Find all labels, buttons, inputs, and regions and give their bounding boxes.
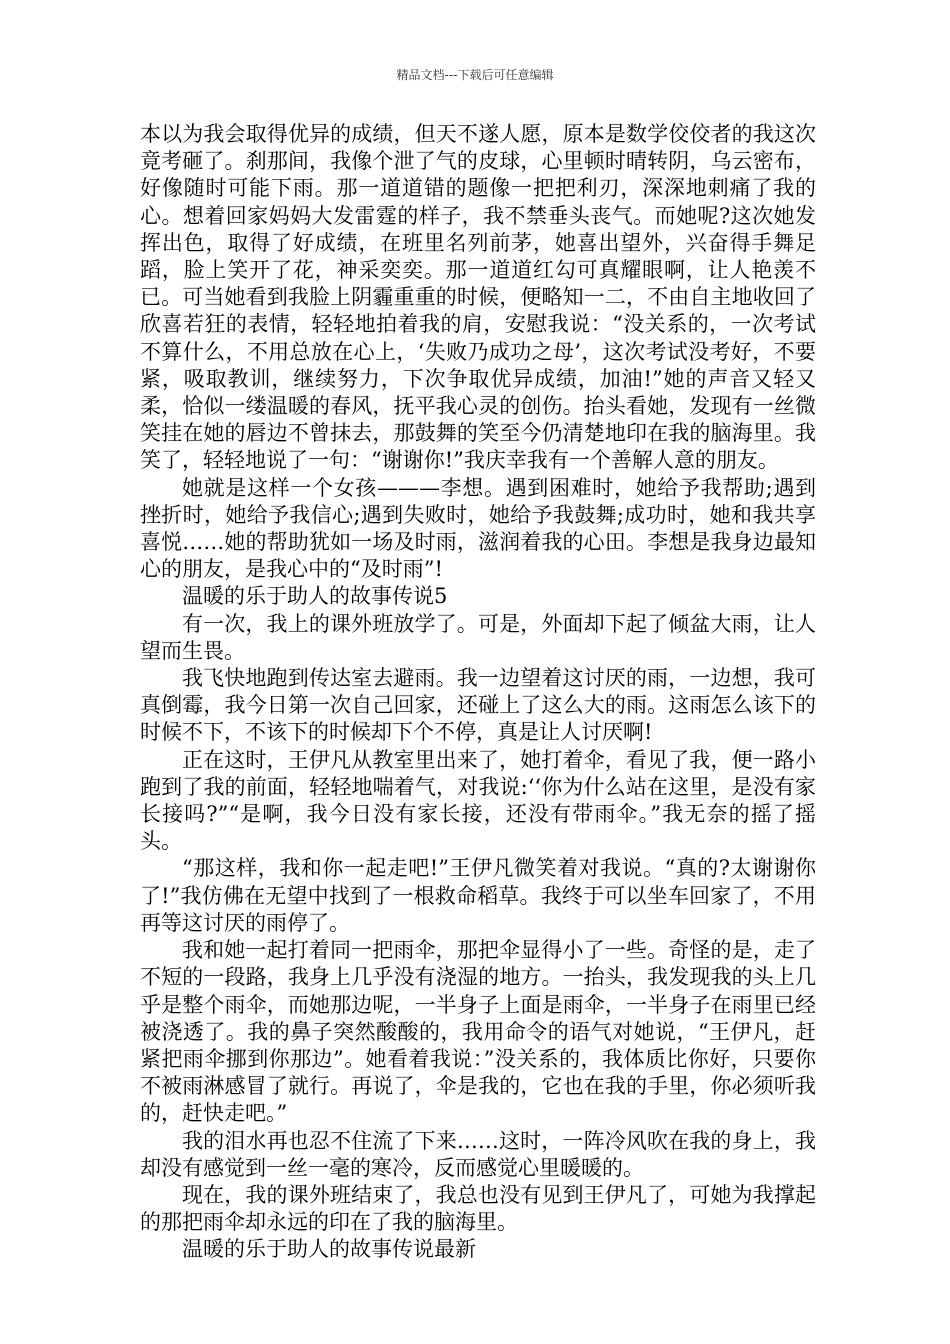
document-body (140, 121, 816, 1264)
paragraph: 正在这时，王伊凡从教室里出来了，她打着伞，看见了我，便一路小跑到了我的前面，轻轻地喘着气，对我说:‘‘你为什么站在这里，是没有家长接吗?”“是啊，我今日没有家长接，还没有带雨伞。”我无奈的摇了摇头。 (140, 747, 816, 854)
paragraph: 她就是这样一个女孩———李想。遇到困难时，她给予我帮助;遇到挫折时，她给予我信心;遇到失败时，她给予我鼓舞;成功时，她和我共享喜悦……她的帮助犹如一场及时雨，滋润着我的心田。李想是我身边最知心的朋友，是我心中的“及时雨”! (140, 475, 816, 582)
page-header: 精品文档---下载后可任意编辑 (396, 68, 554, 82)
section-heading: 温暖的乐于助人的故事传说5 (182, 584, 448, 609)
paragraph: 我和她一起打着同一把雨伞，那把伞显得小了一些。奇怪的是，走了不短的一段路，我身上几乎没有浇湿的地方。一抬头，我发现我的头上几乎是整个雨伞，而她那边呢，一半身子上面是雨伞，一半身子在雨里已经被浇透了。我的鼻子突然酸酸的，我用命令的语气对她说，“王伊凡，赶紧把雨伞挪到你那边”。她看着我说：”没关系的，我体质比你好，只要你不被雨淋感冒了就行。再说了，伞是我的，它也在我的手里，你必须听我的，赶快走吧。” (140, 938, 816, 1126)
paragraph: 现在，我的课外班结束了，我总也没有见到王伊凡了，可她为我撑起的那把雨伞却永远的印在了我的脑海里。 (140, 1182, 816, 1235)
paragraph: 我的泪水再也忍不住流了下来……这时，一阵冷风吹在我的身上，我却没有感觉到一丝一毫的寒冷，反而感觉心里暖暖的。 (140, 1128, 816, 1180)
paragraph: 本以为我会取得优异的成绩，但天不遂人愿，原本是数学佼佼者的我这次竟考砸了。刹那间，我像个泄了气的皮球，心里顿时晴转阴，乌云密布，好像随时可能下雨。那一道道错的题像一把把利刃，深深地刺痛了我的心。想着回家妈妈大发雷霆的样子，我不禁垂头丧气。而她呢?这次她发挥出色，取得了好成绩，在班里名列前茅，她喜出望外，兴奋得手舞足蹈，脸上笑开了花，神采奕奕。那一道道红勾可真耀眼啊，让人艳羡不已。可当她看到我脸上阴霾重重的时候，便略知一二，不由自主地收回了欣喜若狂的表情，轻轻地拍着我的肩，安慰我说：“没关系的，一次考试不算什么，不用总放在心上，‘失败乃成功之母’，这次考试没考好，不要紧，吸取教训，继续努力，下次争取优异成绩，加油!”她的声音又轻又柔，恰似一缕温暖的春风，抚平我心灵的创伤。抬头看她，发现有一丝微笑挂在她的唇边不曾抹去，那鼓舞的笑至今仍清楚地印在我的脑海里。我笑了，轻轻地说了一句：“谢谢你!”我庆幸我有一个善解人意的朋友。 (140, 122, 816, 473)
paragraph: 有一次，我上的课外班放学了。可是，外面却下起了倾盆大雨，让人望而生畏。 (140, 611, 816, 663)
section-heading: 温暖的乐于助人的故事传说最新 (182, 1237, 476, 1262)
paragraph: “那这样，我和你一起走吧!”王伊凡微笑着对我说。“真的?太谢谢你了!”我仿佛在无望中找到了一根救命稻草。我终于可以坐车回家了，不用再等这讨厌的雨停了。 (140, 856, 816, 935)
paragraph: 我飞快地跑到传达室去避雨。我一边望着这讨厌的雨，一边想，我可真倒霉，我今日第一次自己回家，还碰上了这么大的雨。这雨怎么该下的时候不下，不该下的时候却下个不停，真是让人讨厌啊! (140, 666, 816, 745)
